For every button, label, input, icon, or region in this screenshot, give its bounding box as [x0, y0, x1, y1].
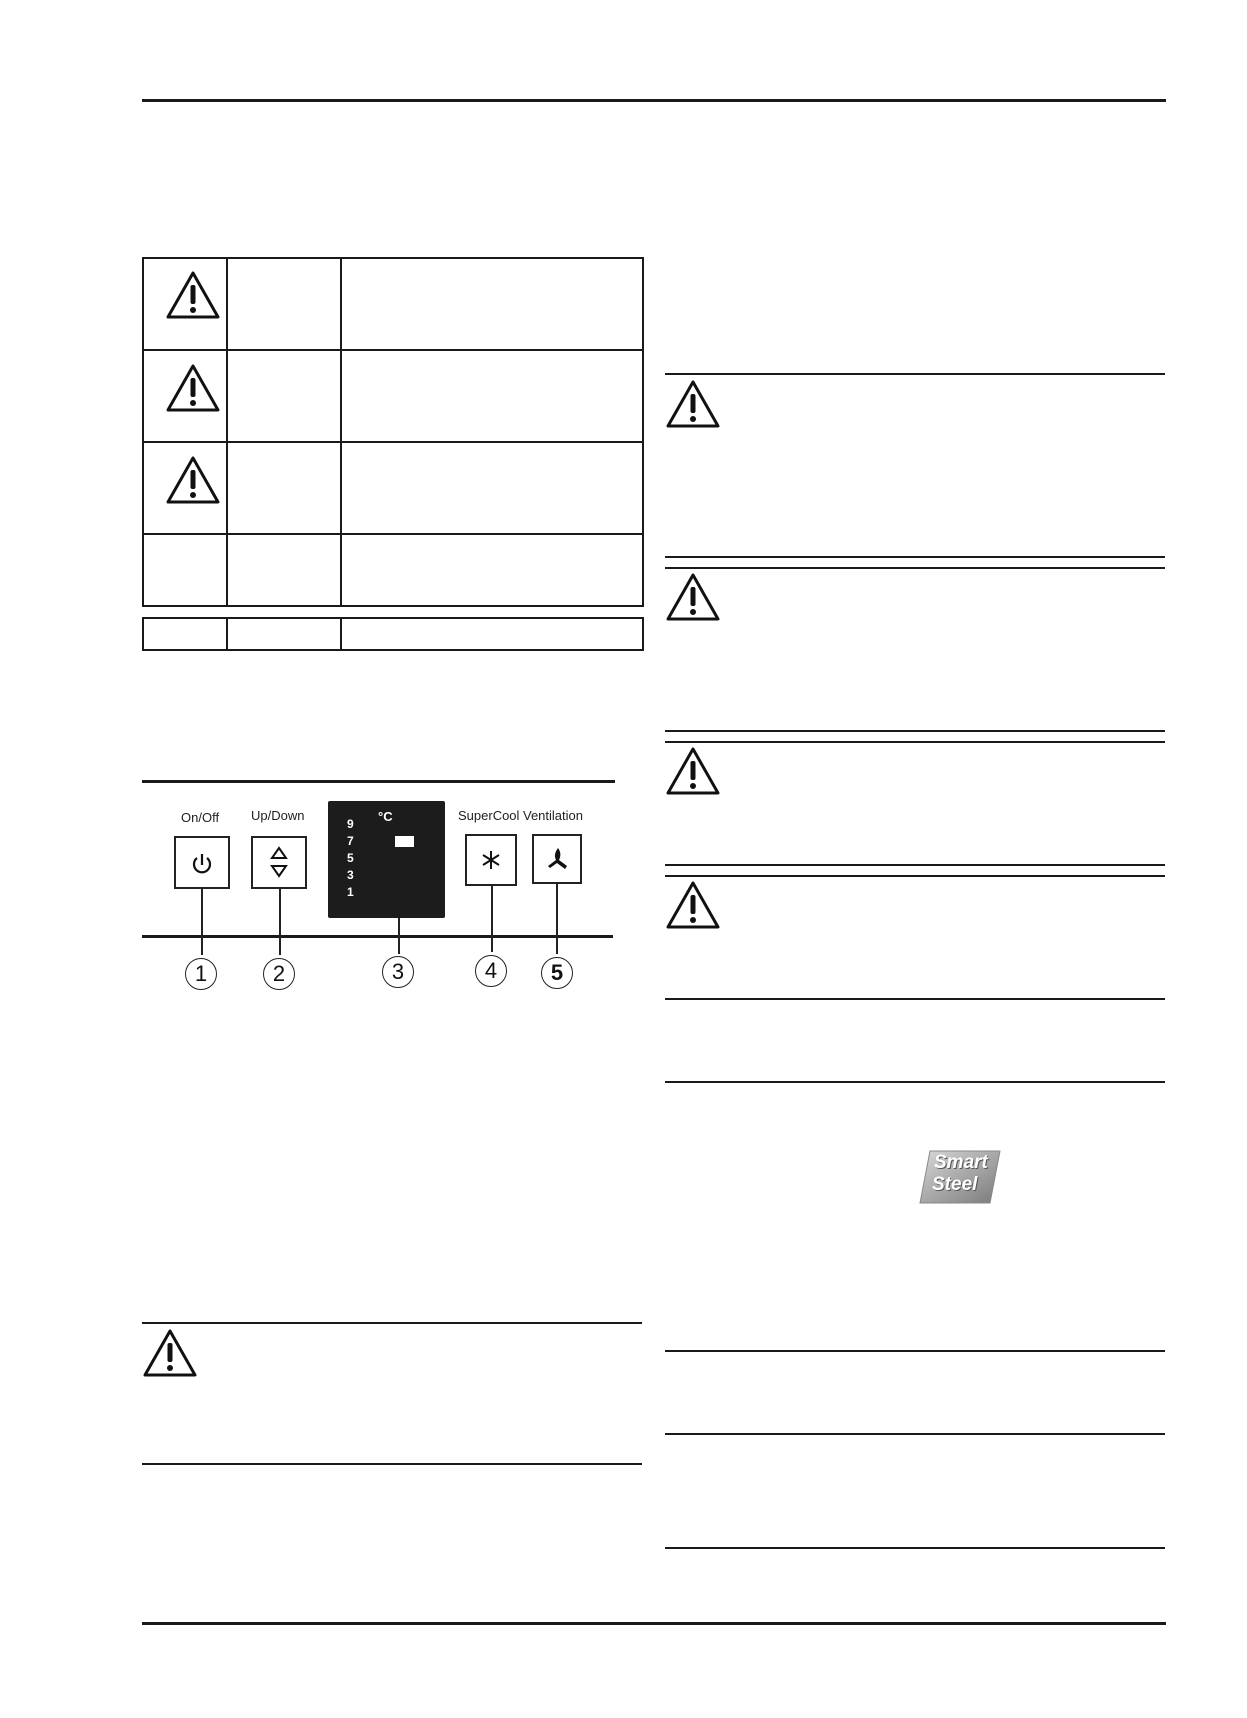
supercool-button[interactable] — [465, 834, 517, 886]
up-down-arrows-icon — [253, 838, 305, 887]
divider — [665, 998, 1165, 1000]
fan-icon — [534, 836, 580, 882]
warning-triangle-icon — [165, 363, 221, 413]
scale-value: 1 — [347, 885, 354, 899]
warning-triangle-icon — [165, 455, 221, 505]
power-icon — [176, 838, 228, 887]
temperature-indicator — [395, 836, 414, 847]
callout-4: 4 — [475, 955, 507, 987]
divider — [142, 1322, 642, 1324]
divider — [665, 1433, 1165, 1435]
scale-value: 7 — [347, 834, 354, 848]
scale-value: 9 — [347, 817, 354, 831]
callout-1: 1 — [185, 958, 217, 990]
up-down-label: Up/Down — [251, 808, 305, 823]
footer-rule — [142, 1622, 1166, 1625]
warning-triangle-icon — [665, 572, 721, 622]
scale-value: 3 — [347, 868, 354, 882]
warning-triangle-icon — [665, 746, 721, 796]
divider — [665, 1547, 1165, 1549]
divider — [665, 1350, 1165, 1352]
callout-3: 3 — [382, 956, 414, 988]
temperature-display — [328, 801, 445, 918]
up-down-button[interactable] — [251, 836, 307, 889]
divider — [665, 373, 1165, 375]
logo-text-line1: Smart — [934, 1152, 988, 1173]
divider — [665, 730, 1165, 732]
smartsteel-logo — [918, 1149, 1002, 1205]
display-unit: °C — [378, 809, 393, 824]
on-off-button[interactable] — [174, 836, 230, 889]
header-rule — [142, 99, 1166, 102]
warning-triangle-icon — [165, 270, 221, 320]
divider — [665, 1081, 1165, 1083]
ventilation-label: Ventilation — [523, 808, 583, 823]
divider — [665, 864, 1165, 866]
on-off-label: On/Off — [181, 810, 220, 825]
warning-triangle-icon — [665, 880, 721, 930]
scale-value: 5 — [347, 851, 354, 865]
logo-text-line2: Steel — [932, 1174, 978, 1195]
callout-5: 5 — [541, 957, 573, 989]
divider — [665, 567, 1165, 569]
divider — [665, 556, 1165, 558]
snowflake-icon — [467, 836, 515, 884]
divider — [665, 875, 1165, 877]
divider — [142, 1463, 642, 1465]
ventilation-button[interactable] — [532, 834, 582, 884]
warning-triangle-icon — [665, 379, 721, 429]
callout-2: 2 — [263, 958, 295, 990]
warning-triangle-icon — [142, 1328, 198, 1378]
supercool-label: SuperCool — [458, 808, 520, 823]
divider — [665, 741, 1165, 743]
